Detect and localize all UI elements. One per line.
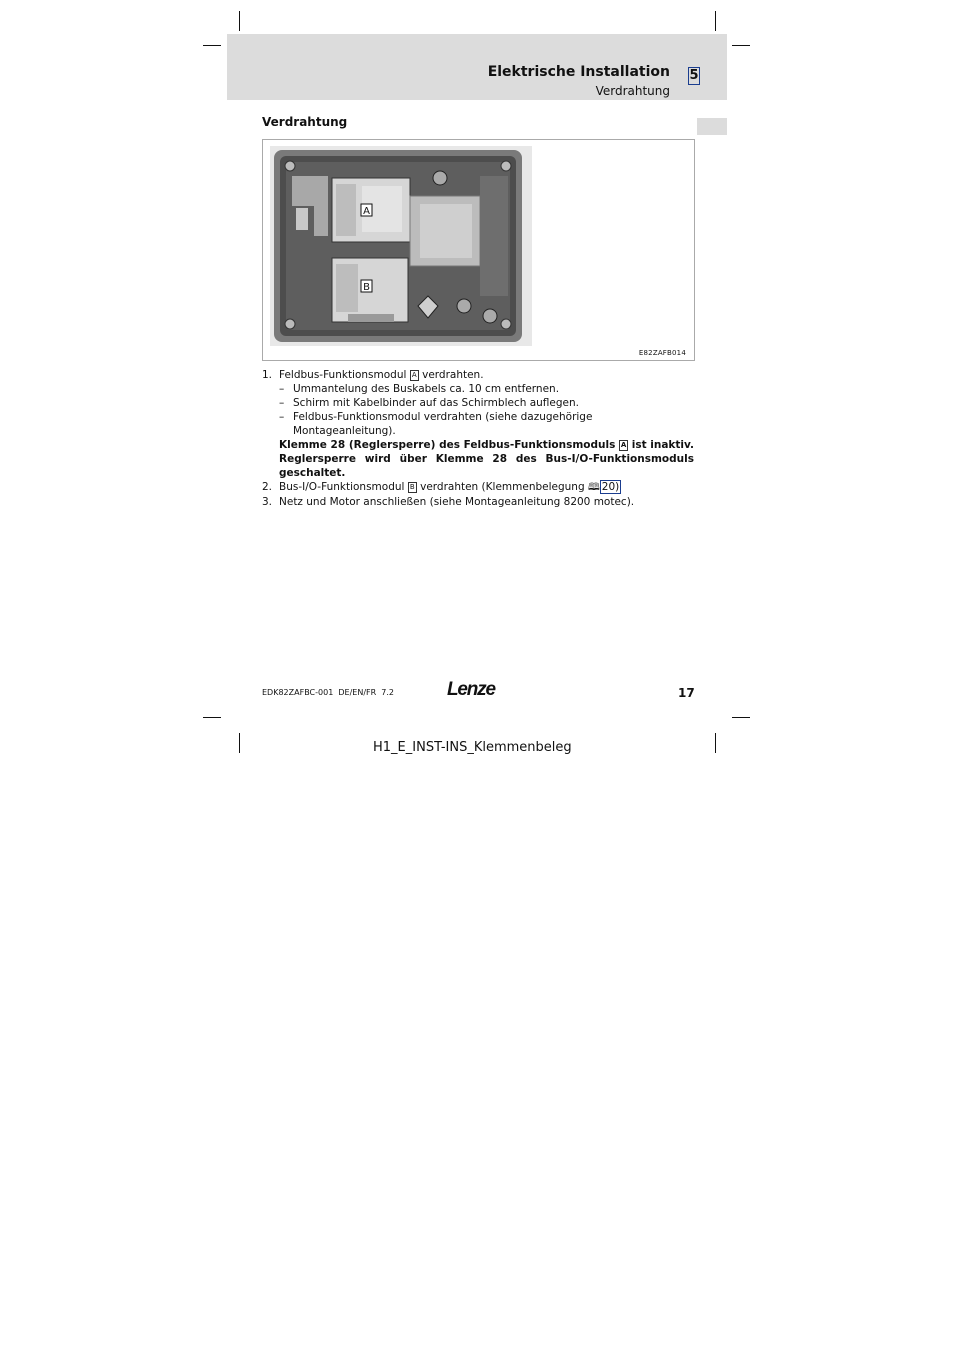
module-marker: A — [620, 441, 627, 449]
section-title: Verdrahtung — [262, 115, 348, 129]
step-text: verdrahten. — [418, 369, 484, 381]
bullet-dash: – — [279, 411, 285, 423]
note-bold — [262, 438, 694, 480]
list-item — [262, 480, 694, 495]
step-text: verdrahten (Klemmenbelegung — [416, 481, 588, 493]
chapter-title: Elektrische Installation — [487, 64, 670, 80]
page-number: 17 — [678, 686, 695, 700]
module-marker: B — [408, 482, 417, 493]
header-band — [227, 34, 727, 100]
bullet-dash: – — [279, 397, 285, 409]
job-label: H1_E_INST-INS_Klemmenbeleg — [373, 740, 572, 755]
instruction-list — [262, 368, 694, 509]
list-item — [262, 396, 694, 410]
step-text: Bus-I/O-Funktionsmodul — [279, 481, 408, 493]
substep-text: Feldbus-Funktionsmodul verdrahten (siehe dazugehörige Montageanleitung). — [293, 411, 593, 437]
bullet-dash: – — [279, 383, 285, 395]
figure-label-a: A — [363, 206, 370, 217]
list-item — [262, 410, 694, 438]
list-item — [262, 495, 694, 509]
figure-frame — [262, 139, 695, 361]
list-item — [262, 382, 694, 396]
crop-mark — [732, 717, 750, 718]
step-text: Netz und Motor anschließen (siehe Montageanleitung 8200 motec). — [279, 496, 635, 508]
step-number: 3. — [262, 496, 273, 508]
device-photo — [270, 146, 532, 346]
list-item — [262, 368, 694, 382]
chapter-subtitle: Verdrahtung — [595, 84, 670, 98]
note-text: Klemme 28 (Reglersperre) des Feldbus-Funktionsmoduls — [279, 439, 620, 451]
step-number: 2. — [262, 481, 273, 493]
document-code: EDK82ZAFBC-001 DE/EN/FR 7.2 — [262, 688, 394, 697]
crop-mark — [715, 733, 716, 753]
substep-text: Ummantelung des Buskabels ca. 10 cm entfernen. — [293, 383, 560, 395]
crop-mark — [715, 11, 716, 31]
crop-mark — [203, 45, 221, 46]
chapter-number[interactable]: 5 — [689, 68, 699, 83]
step-number: 1. — [262, 369, 273, 381]
book-icon: 🕮 — [587, 482, 600, 493]
page-reference-link[interactable]: 20) — [601, 481, 620, 493]
substep-text: Schirm mit Kabelbinder auf das Schirmblech auflegen. — [293, 397, 579, 409]
step-text: Feldbus-Funktionsmodul — [279, 369, 410, 381]
crop-mark — [203, 717, 221, 718]
side-tab — [697, 118, 727, 135]
note-text: ist inaktiv. Reglersperre wird über Klemme 28 des Bus-I/O-Funktionsmoduls geschaltet. — [279, 439, 695, 479]
lenze-logo: Lenze — [447, 679, 495, 700]
crop-mark — [239, 11, 240, 31]
module-marker: A — [410, 370, 419, 381]
figure-code: E82ZAFB014 — [638, 349, 686, 357]
crop-mark — [732, 45, 750, 46]
crop-mark — [239, 733, 240, 753]
figure-label-b: B — [363, 282, 370, 293]
